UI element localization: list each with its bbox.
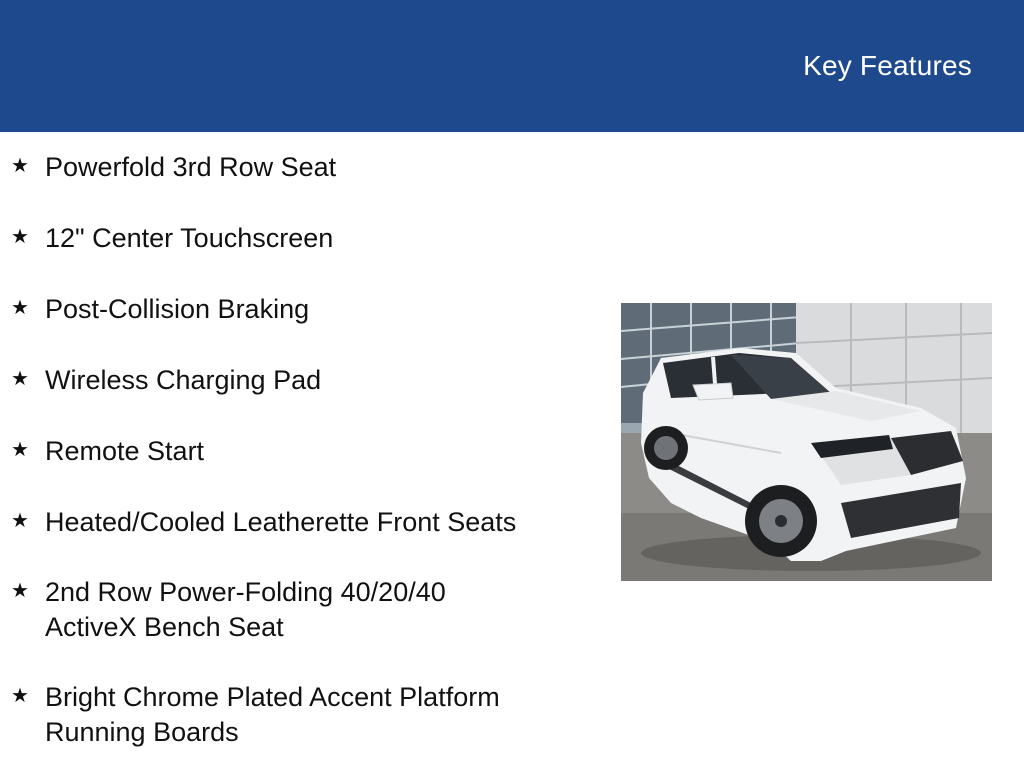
- feature-text: Remote Start: [45, 436, 205, 466]
- feature-text: Wireless Charging Pad: [45, 365, 322, 395]
- star-icon: ★: [11, 510, 29, 532]
- header-banner: [0, 0, 1024, 132]
- feature-text-line-2: Running Boards: [45, 717, 239, 747]
- star-icon: ★: [11, 580, 29, 602]
- feature-item: [0, 505, 600, 540]
- feature-item: [0, 575, 600, 645]
- feature-item: [0, 434, 600, 469]
- star-icon: ★: [11, 439, 29, 461]
- feature-text-line-2: ActiveX Bench Seat: [45, 612, 284, 642]
- feature-item: [0, 292, 600, 327]
- feature-text-line-1: Bright Chrome Plated Accent Platform: [45, 682, 500, 712]
- feature-item: [0, 150, 600, 185]
- feature-text: Heated/Cooled Leatherette Front Seats: [45, 507, 517, 537]
- feature-item: [0, 221, 600, 256]
- feature-text: Powerfold 3rd Row Seat: [45, 152, 337, 182]
- feature-text: 12" Center Touchscreen: [45, 223, 334, 253]
- star-icon: ★: [11, 685, 29, 707]
- vehicle-photo: [621, 303, 992, 581]
- star-icon: ★: [11, 155, 29, 177]
- star-icon: ★: [11, 226, 29, 248]
- feature-text-line-1: 2nd Row Power-Folding 40/20/40: [45, 577, 446, 607]
- feature-list: [0, 150, 600, 750]
- white-suv-image: [621, 303, 992, 581]
- feature-text: Post-Collision Braking: [45, 294, 310, 324]
- feature-item: [0, 363, 600, 398]
- star-icon: ★: [11, 297, 29, 319]
- page-title: Key Features: [803, 50, 972, 81]
- star-icon: ★: [11, 368, 29, 390]
- feature-item: [0, 680, 600, 750]
